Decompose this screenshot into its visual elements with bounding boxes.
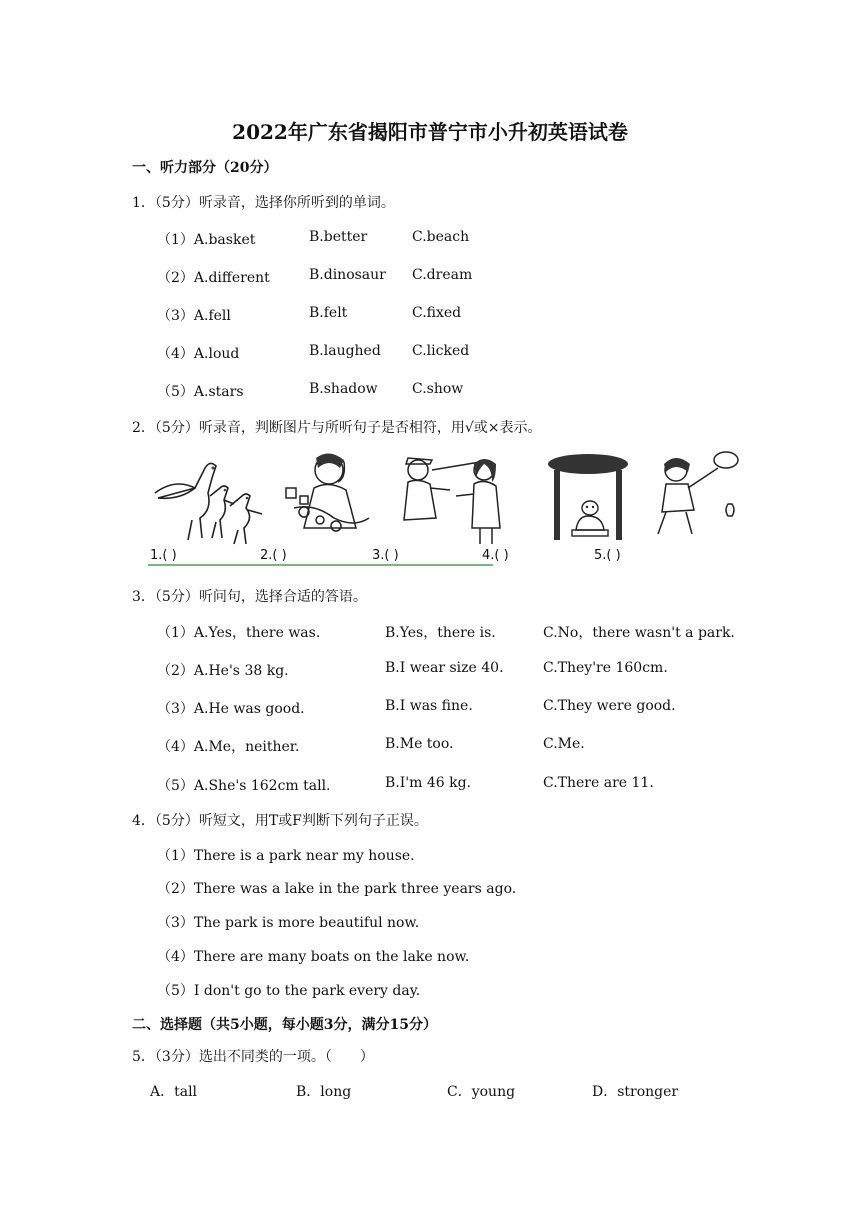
q4-item-4: （4）There are many boats on the lake now. xyxy=(157,949,470,965)
q1-row2-b: B.dinosaur xyxy=(309,267,386,283)
q1-row3-c: C.fixed xyxy=(412,305,462,321)
q2-blank-1[interactable]: 1.( ) xyxy=(150,548,177,563)
q1-row4-a: （4）A.loud xyxy=(157,346,240,362)
q1-row1-b: B.better xyxy=(309,229,368,245)
girl-with-net-picture xyxy=(648,448,742,548)
q1-row1-c: C.beach xyxy=(412,229,470,245)
q5-option-d: D．stronger xyxy=(592,1084,679,1100)
q3-row4-c: C.Me. xyxy=(543,736,585,752)
q1-row4-b: B.laughed xyxy=(309,343,381,359)
picture-strip-underline xyxy=(148,564,493,566)
question-2-picture-strip xyxy=(148,448,742,568)
q3-row2-a: （2）A.He's 38 kg. xyxy=(157,663,289,679)
q1-row5-c: C.show xyxy=(412,381,464,397)
page-title: 2022年广东省揭阳市普宁市小升初英语试卷 xyxy=(232,120,628,144)
q5-option-c: C．young xyxy=(447,1084,516,1100)
q3-row5-a: （5）A.She's 162cm tall. xyxy=(157,778,331,794)
girl-with-toys-picture xyxy=(274,448,384,548)
question-5-stem: 5．（3分）选出不同类的一项。（ ） xyxy=(132,1049,374,1065)
q1-row4-c: C.licked xyxy=(412,343,470,359)
q4-item-3: （3）The park is more beautiful now. xyxy=(157,915,420,931)
q1-row1-a: （1）A.basket xyxy=(157,232,256,248)
q3-row2-b: B.I wear size 40. xyxy=(385,660,504,676)
q1-row5-a: （5）A.stars xyxy=(157,384,244,400)
section-listening-heading: 一、听力部分（20分） xyxy=(132,160,278,176)
q3-row2-c: C.They're 160cm. xyxy=(543,660,668,676)
q4-item-5: （5）I don't go to the park every day. xyxy=(157,983,421,999)
q3-row5-b: B.I'm 46 kg. xyxy=(385,775,472,791)
q1-row2-c: C.dream xyxy=(412,267,473,283)
q3-row1-b: B.Yes，there is. xyxy=(385,625,496,641)
dinosaurs-picture xyxy=(150,448,268,548)
q2-blank-4[interactable]: 4.( ) xyxy=(482,548,509,563)
q2-blank-3[interactable]: 3.( ) xyxy=(372,548,399,563)
q1-row3-b: B.felt xyxy=(309,305,348,321)
q3-row1-c: C.No，there wasn't a park. xyxy=(543,625,735,641)
people-talking-picture xyxy=(396,448,508,548)
q3-row3-c: C.They were good. xyxy=(543,698,676,714)
q1-row5-b: B.shadow xyxy=(309,381,378,397)
q3-row1-a: （1）A.Yes，there was. xyxy=(157,625,321,641)
q5-option-b: B．long xyxy=(296,1084,352,1100)
q1-row2-a: （2）A.different xyxy=(157,270,270,286)
q1-row3-a: （3）A.fell xyxy=(157,308,231,324)
q5-option-a: A．tall xyxy=(150,1084,198,1100)
q3-row3-a: （3）A.He was good. xyxy=(157,701,305,717)
q4-item-1: （1）There is a park near my house. xyxy=(157,848,415,864)
question-2-stem: 2．（5分）听录音，判断图片与所听句子是否相符，用√或×表示。 xyxy=(132,420,542,436)
q3-row3-b: B.I was fine. xyxy=(385,698,473,714)
q3-row4-b: B.Me too. xyxy=(385,736,454,752)
question-1-stem: 1．（5分）听录音，选择你所听到的单词。 xyxy=(132,195,395,211)
q3-row4-a: （4）A.Me，neither. xyxy=(157,739,300,755)
section-choice-heading: 二、选择题（共5小题，每小题3分，满分15分） xyxy=(132,1017,437,1033)
q2-blank-2[interactable]: 2.( ) xyxy=(260,548,287,563)
q2-blank-5[interactable]: 5.( ) xyxy=(594,548,621,563)
q3-row5-c: C.There are 11. xyxy=(543,775,654,791)
question-4-stem: 4．（5分）听短文，用T或F判断下列句子正误。 xyxy=(132,813,428,829)
question-3-stem: 3．（5分）听问句，选择合适的答语。 xyxy=(132,589,367,605)
q4-item-2: （2）There was a lake in the park three years ago. xyxy=(157,881,517,897)
dog-under-table-picture xyxy=(544,448,632,548)
